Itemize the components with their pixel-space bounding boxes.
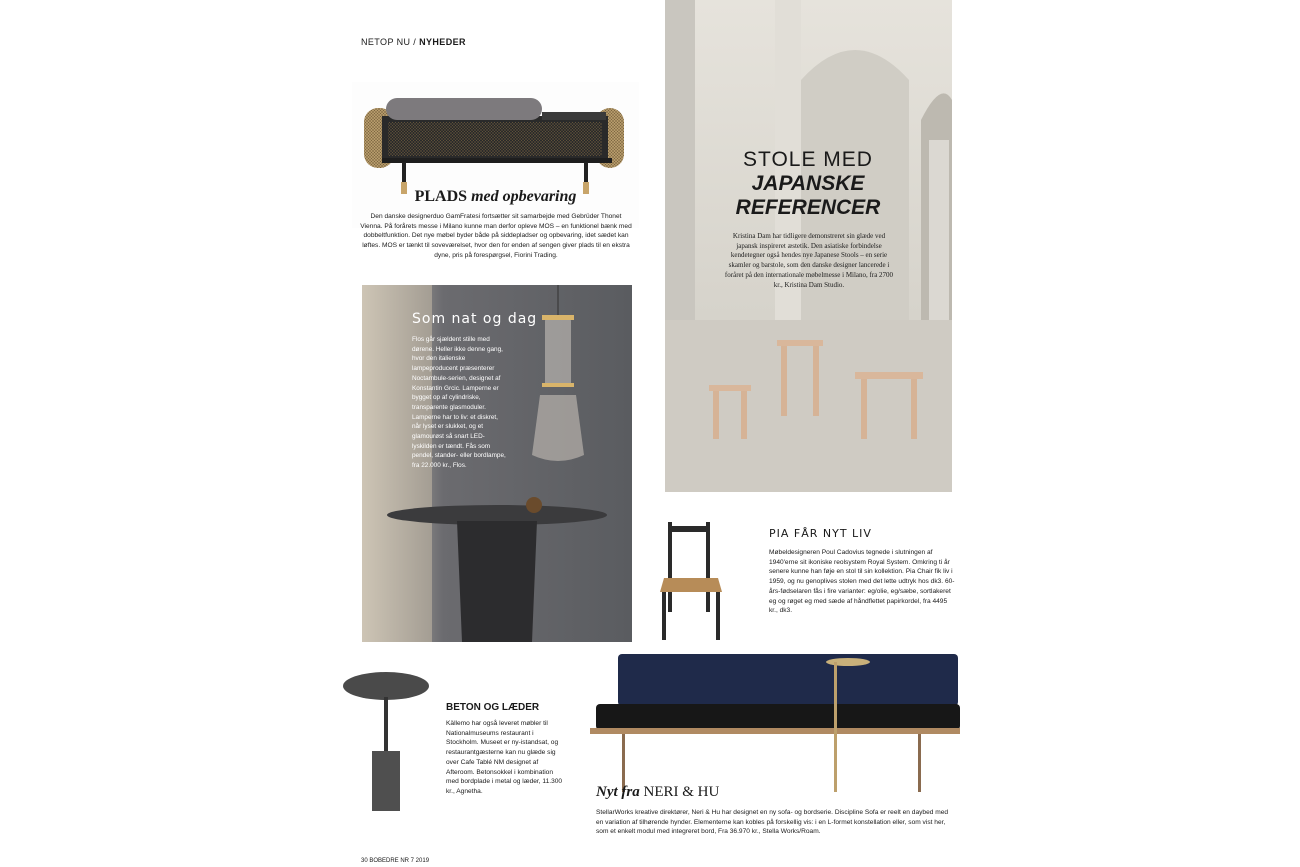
stole-title-line2: JAPANSKE	[751, 172, 865, 195]
folio: 30 BOBEDRE NR 7 2019	[361, 858, 430, 864]
beton-body: Källemo har også leveret møbler til Nationalmuseums restaurant i Stockholm. Museet er ny-istandsat, og restaurantgæsterne kan nu glæde sig over Cafe Tablé NM designet af Afteroom. Betonsokkel i kombination med bordplade i metal og læder, 11.300 kr., Agnetha.	[446, 720, 563, 795]
section-kicker	[361, 37, 466, 47]
section-label: NETOP NU /	[361, 37, 417, 47]
plads-headline	[352, 188, 639, 206]
stole-title-line1: STOLE MED	[743, 148, 873, 171]
neri-title-italic: Nyt fra	[596, 784, 640, 800]
table-image	[328, 651, 445, 825]
stole-headline	[700, 148, 916, 220]
nat-body: Flos går sjældent stille med dørene. Heller ikke denne gang, hvor den italienske lampeproducent præsenterer Noctambule-serien, designet af Konstantin Grcic. Lamperne er bygget op af cylindriske, transparente glasmoduler. Lamperne har to liv: et diskret, når lyset er slukket, og et glamourøst så snart LED-lyskilden er tændt. Fås som pendel, stander- eller bordlampe, fra 22.000 kr., Flos.	[412, 336, 506, 470]
nat-title: Som nat og dag	[412, 311, 538, 327]
beton-title: BETON OG LÆDER	[446, 702, 540, 713]
bench-image	[352, 82, 639, 228]
sofa-image	[588, 648, 961, 800]
neri-headline	[596, 784, 719, 801]
pia-title: PIA FÅR NYT LIV	[769, 527, 872, 540]
plads-title-main: PLADS	[414, 188, 468, 205]
plads-title-italic: med opbevaring	[471, 188, 577, 205]
stole-title-line3: REFERENCER	[735, 196, 881, 219]
plads-body: Den danske designerduo GamFratesi fortsætter sit samarbejde med Gebrüder Thonet Vienna. På forårets messe i Milano kunne man derfor opleve MOS – en funktionel bænk med dobbeltfunktion. Det nye møbel byder både på siddepladser og opbevaring, idet sædet kan løftes. MOS er tænkt til soveværelset, hvor den for enden af sengen giver plads til en ekstra dyne, pris på forespørgsel, Fiorini Trading.	[360, 213, 632, 259]
stole-body: Kristina Dam har tidligere demonstreret sin glæde ved japansk inspireret æstetik. Den asiatiske forbindelse kendetegner også hendes nye Japanese Stools – en serie skamler og barstole, som den danske designer lancerede i foråret på den internationale møbelmesse i Milano, fra 2700 kr., Kristina Dam Studio.	[724, 232, 894, 289]
neri-body: StellarWorks kreative direktører, Neri & Hu har designet en ny sofa- og bordserie. Discipline Sofa er reelt en daybed med en variation af tilhørende hynder. Elementerne kan kobles på forskellig vis: i en L-formet konstellation eller, som vist her, som et enkelt modul med integreret bord, Fra 36.970 kr., Stella Works/Roam.	[596, 809, 949, 836]
pia-body: Møbeldesigneren Poul Cadovius tegnede i slutningen af 1940'erne sit ikoniske reolsystem Royal System. Omkring ti år senere kunne han føje en stol til sin kollektion. Pia Chair fik liv i 1959, og nu genoplives stolen med det lette udtryk hos dk3. 60-års-fødselaren fås i fire varianter: eg/olie, eg/sæbe, sortlakeret eg og røget eg med sæde af håndflettet papirkordel, fra 4495 kr., dk3.	[769, 549, 955, 615]
subsection-label: NYHEDER	[419, 37, 466, 47]
neri-title-main: NERI & HU	[643, 784, 720, 800]
